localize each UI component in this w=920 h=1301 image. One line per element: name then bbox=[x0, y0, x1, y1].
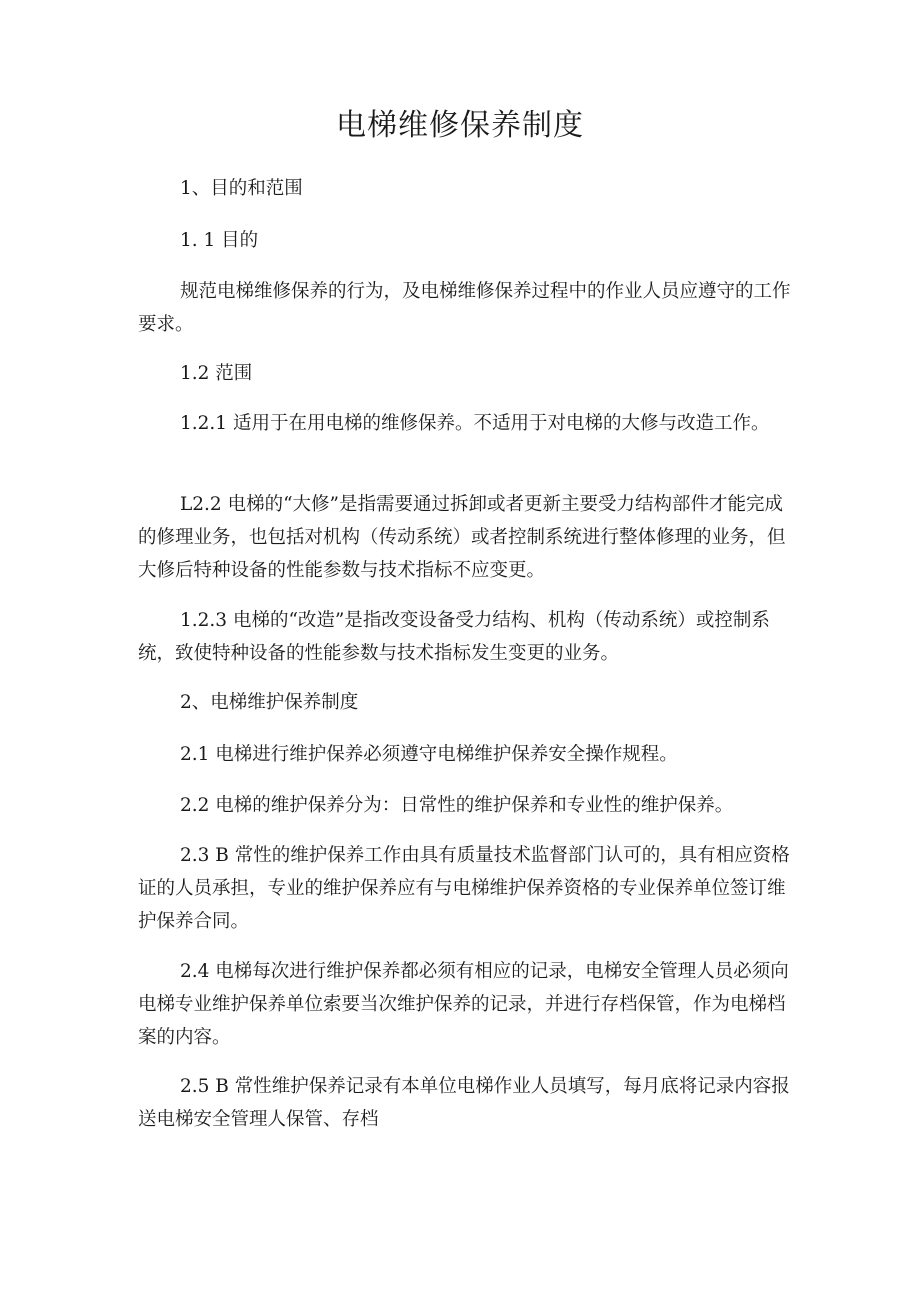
paragraph-2-4: 2.4 电梯每次进行维护保养都必须有相应的记录，电梯安全管理人员必须向电梯专业维护保养单位索要当次维护保养的记录，并进行存档保管，作为电梯档案的内容。 bbox=[138, 961, 789, 1048]
section-heading-1: 1、目的和范围 bbox=[180, 178, 303, 199]
paragraph-1-2-3: 1.2.3 电梯的“改造”是指改变设备受力结构、机构（传动系统）或控制系统，致使特种设备的性能参数与技术指标发生变更的业务。 bbox=[138, 610, 770, 664]
paragraph-2-2: 2.2 电梯的维护保养分为：日常性的维护保养和专业性的维护保养。 bbox=[180, 795, 734, 816]
paragraph-2-3: 2.3 B 常性的维护保养工作由具有质量技术监督部门认可的，具有相应资格证的人员承担，专业的维护保养应有与电梯维护保养资格的专业保养单位签订维护保养合同。 bbox=[138, 845, 790, 932]
paragraph-1-2-1: 1.2.1 适用于在用电梯的维修保养。不适用于对电梯的大修与改造工作。 bbox=[180, 413, 770, 434]
paragraph-2-1: 2.1 电梯进行维护保养必须遵守电梯维护保养安全操作规程。 bbox=[180, 744, 678, 765]
subsection-heading-1-1: 1. 1 目的 bbox=[180, 230, 259, 251]
document-title: 电梯维修保养制度 bbox=[336, 108, 584, 143]
subsection-heading-1-2: 1.2 范围 bbox=[180, 363, 253, 384]
paragraph-1-2-2: L2.2 电梯的“大修”是指需要通过拆卸或者更新主要受力结构部件才能完成的修理业务，也包括对机构（传动系统）或者控制系统进行整体修理的业务，但大修后特种设备的性能参数与技术指标不应变更。 bbox=[138, 494, 786, 581]
paragraph-2-5: 2.5 B 常性维护保养记录有本单位电梯作业人员填写，每月底将记录内容报送电梯安全管理人保管、存档 bbox=[138, 1076, 790, 1130]
paragraph-purpose: 规范电梯维修保养的行为，及电梯维修保养过程中的作业人员应遵守的工作要求。 bbox=[138, 281, 791, 335]
section-heading-2: 2、电梯维护保养制度 bbox=[180, 692, 359, 713]
